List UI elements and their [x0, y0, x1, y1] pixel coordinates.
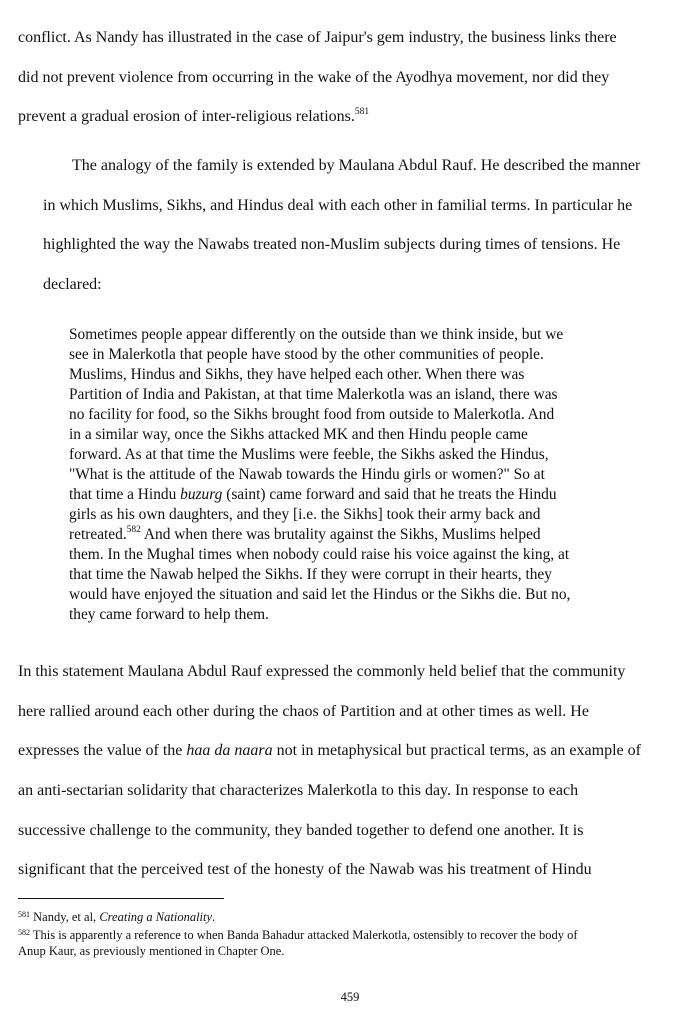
- body-text-line: significant that the perceived test of the honesty of the Nawab was his treatment of Hindu: [18, 861, 592, 878]
- footnote-581: [18, 909, 215, 927]
- quote-line: that time the Nawab helped the Sikhs. If they were corrupt in their hearts, they: [69, 566, 552, 583]
- body-text-line: successive challenge to the community, they banded together to defend one another. It is: [18, 822, 584, 839]
- body-text-span: not in metaphysical but practical terms, as an example of: [272, 742, 641, 759]
- page-number: 459: [340, 990, 360, 1004]
- footnote-reference[interactable]: 581: [354, 107, 370, 117]
- quote-line: [69, 485, 557, 505]
- footnote-title: Creating a Nationality: [99, 910, 213, 924]
- body-text-line: in which Muslims, Sikhs, and Hindus deal with each other in familial terms. In particular he: [43, 197, 633, 214]
- footnote-separator: [18, 898, 224, 899]
- footnote-text: This is apparently a reference to when Banda Bahadur attacked Malerkotla, ostensibly to recover the body of: [30, 928, 578, 942]
- quote-line: Muslims, Hindus and Sikhs, they have helped each other. When there was: [69, 366, 525, 383]
- body-text-line: The analogy of the family is extended by Maulana Abdul Rauf. He described the manner: [72, 157, 641, 174]
- italic-term: buzurg: [180, 486, 223, 503]
- footnote-number: 581: [18, 910, 30, 919]
- quote-line: Partition of India and Pakistan, at that time Malerkotla was an island, there was: [69, 386, 558, 403]
- footnote-text: .: [212, 910, 216, 924]
- footnote-582-continuation: Anup Kaur, as previously mentioned in Chapter One.: [18, 944, 285, 958]
- body-text-line: declared:: [43, 276, 102, 293]
- footnote-number: 582: [18, 928, 30, 937]
- quote-line: [69, 525, 541, 547]
- quote-line: see in Malerkotla that people have stood by the other communities of people.: [69, 346, 544, 363]
- body-text-line: highlighted the way the Nawabs treated non-Muslim subjects during times of tensions. He: [43, 236, 621, 253]
- quote-line: forward. As at that time the Muslims were feeble, the Sikhs asked the Hindus,: [69, 446, 549, 463]
- footnote-reference[interactable]: 582: [126, 525, 141, 535]
- body-text-line: [18, 107, 369, 129]
- quote-line: them. In the Mughal times when nobody could raise his voice against the king, at: [69, 546, 570, 563]
- body-text-line: here rallied around each other during the chaos of Partition and at other times as well. He: [18, 703, 589, 720]
- quote-line: "What is the attitude of the Nawab towards the Hindu girls or women?" So at: [69, 466, 545, 483]
- body-text-span: prevent a gradual erosion of inter-religious relations.: [18, 108, 355, 125]
- italic-term: haa da naara: [186, 742, 273, 759]
- quote-line: Sometimes people appear differently on the outside than we think inside, but we: [69, 326, 564, 343]
- quote-text-span: retreated.: [69, 526, 127, 543]
- quote-line: in a similar way, once the Sikhs attacked MK and then Hindu people came: [69, 426, 528, 443]
- body-text-line: conflict. As Nandy has illustrated in the case of Jaipur's gem industry, the business links there: [18, 29, 617, 46]
- body-text-line: did not prevent violence from occurring in the wake of the Ayodhya movement, nor did they: [18, 69, 610, 86]
- body-text-span: expresses the value of the: [18, 742, 187, 759]
- body-text-line: In this statement Maulana Abdul Rauf expressed the commonly held belief that the community: [18, 663, 626, 680]
- quote-line: girls as his own daughters, and they [i.e. the Sikhs] took their army back and: [69, 506, 541, 523]
- quote-text-span: that time a Hindu: [69, 486, 181, 503]
- body-text-line: an anti-sectarian solidarity that characterizes Malerkotla to this day. In response to each: [18, 782, 579, 799]
- quote-text-span: And when there was brutality against the Sikhs, Muslims helped: [140, 526, 541, 543]
- quote-line: would have enjoyed the situation and said let the Hindus or the Sikhs die. But no,: [69, 586, 571, 603]
- footnote-text: Nandy, et al,: [30, 910, 100, 924]
- quote-line: no facility for food, so the Sikhs brought food from outside to Malerkotla. And: [69, 406, 555, 423]
- quote-line: they came forward to help them.: [69, 606, 270, 623]
- quote-text-span: (saint) came forward and said that he treats the Hindu: [222, 486, 557, 503]
- body-text-line: [18, 741, 641, 761]
